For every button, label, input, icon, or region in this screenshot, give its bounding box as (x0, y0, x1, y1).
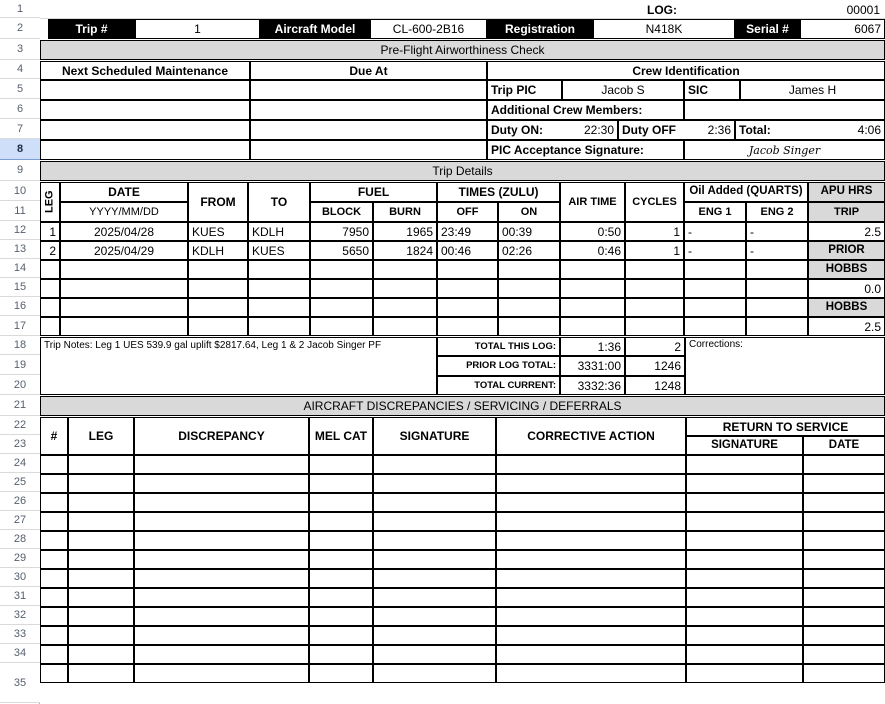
row-header-2[interactable]: 2 (0, 18, 40, 39)
leg-5-burn[interactable] (373, 298, 437, 317)
discrepancy-header-mel-cat: MEL CAT (309, 417, 373, 455)
apu-prior-hobbs-label-line2: HOBBS (808, 260, 885, 279)
row-header-16[interactable]: 16 (0, 297, 40, 316)
leg-2-cycles[interactable]: 1 (625, 241, 684, 260)
additional-crew-label: Additional Crew Members: (487, 100, 684, 120)
leg-5-leg[interactable] (40, 298, 60, 317)
row-header-25[interactable]: 25 (0, 473, 40, 492)
discrepancy-row-8-rts-date[interactable] (803, 588, 885, 607)
leg-3-eng2[interactable] (746, 260, 808, 279)
discrepancy-row-9-rts-date[interactable] (803, 607, 885, 626)
apu-prior-hobbs-label-line1: PRIOR (808, 241, 885, 260)
duty-on-cell[interactable] (487, 120, 618, 140)
discrepancy-row-7-discrepancy[interactable] (134, 569, 309, 588)
leg-4-air-time[interactable] (560, 279, 625, 298)
discrepancy-row-11-rts-signature[interactable] (686, 645, 803, 664)
discrepancy-row-11-mel-cat[interactable] (309, 645, 373, 664)
row-number-gutter[interactable] (0, 0, 40, 704)
trip-header-date-format: YYYY/MM/DD (60, 202, 188, 222)
trip-header-time-off: OFF (437, 202, 498, 222)
leg-5-from[interactable] (188, 298, 248, 317)
leg-6-date[interactable] (60, 317, 188, 336)
leg-1-date[interactable]: 2025/04/28 (60, 222, 188, 241)
discrepancy-row-6-discrepancy[interactable] (134, 550, 309, 569)
discrepancy-row-6-signature[interactable] (373, 550, 496, 569)
leg-6-cycles[interactable] (625, 317, 684, 336)
next-sched-maint-cell-4[interactable] (40, 140, 250, 160)
leg-2-eng2[interactable]: - (746, 241, 808, 260)
row-header-19[interactable]: 19 (0, 355, 40, 375)
row-header-9[interactable]: 9 (0, 160, 40, 181)
discrepancy-row-1-corrective-action[interactable] (496, 455, 686, 474)
discrepancy-row-11-signature[interactable] (373, 645, 496, 664)
discrepancy-row-11-rts-date[interactable] (803, 645, 885, 664)
leg-3-from[interactable] (188, 260, 248, 279)
serial-number-label: Serial # (735, 19, 800, 39)
sic-label: SIC (684, 80, 740, 100)
leg-5-eng2[interactable] (746, 298, 808, 317)
leg-6-from[interactable] (188, 317, 248, 336)
trip-number-label: Trip # (48, 19, 135, 39)
discrepancy-header-discrepancy: DISCREPANCY (134, 417, 309, 455)
leg-5-block[interactable] (310, 298, 373, 317)
totals-time-0[interactable]: 1:36 (560, 337, 625, 356)
leg-5-off[interactable] (437, 298, 498, 317)
leg-4-eng1[interactable] (684, 279, 746, 298)
discrepancy-row-5-mel-cat[interactable] (309, 531, 373, 550)
row-header-33[interactable]: 33 (0, 625, 40, 644)
due-at-header: Due At (250, 61, 487, 80)
discrepancy-row-11-discrepancy[interactable] (134, 645, 309, 664)
trip-pic-label: Trip PIC (487, 80, 562, 100)
discrepancy-row-2-signature[interactable] (373, 474, 496, 493)
discrepancy-row-12-leg[interactable] (68, 664, 134, 683)
discrepancy-row-7-rts-signature[interactable] (686, 569, 803, 588)
row-header-8[interactable]: 8 (0, 139, 40, 160)
leg-5-eng1[interactable] (684, 298, 746, 317)
discrepancy-header-rts-date: DATE (803, 436, 885, 455)
discrepancy-row-12-rts-signature[interactable] (686, 664, 803, 683)
row-header-15[interactable]: 15 (0, 278, 40, 297)
discrepancy-header-return-to-service: RETURN TO SERVICE (686, 417, 885, 436)
discrepancy-row-2-discrepancy[interactable] (134, 474, 309, 493)
discrepancy-row-4-mel-cat[interactable] (309, 512, 373, 531)
discrepancy-row-4-rts-signature[interactable] (686, 512, 803, 531)
trip-header-eng2: ENG 2 (746, 202, 808, 222)
row-header-13[interactable]: 13 (0, 240, 40, 259)
leg-6-off[interactable] (437, 317, 498, 336)
discrepancy-row-5-rts-date[interactable] (803, 531, 885, 550)
trip-pic-value[interactable]: Jacob S (562, 80, 684, 100)
discrepancy-row-11-leg[interactable] (68, 645, 134, 664)
totals-time-1[interactable]: 3331:00 (560, 356, 625, 376)
discrepancy-row-2-mel-cat[interactable] (309, 474, 373, 493)
discrepancy-row-7-corrective-action[interactable] (496, 569, 686, 588)
leg-4-to[interactable] (248, 279, 310, 298)
row-header-18[interactable]: 18 (0, 336, 40, 355)
leg-1-leg[interactable]: 1 (40, 222, 60, 241)
leg-3-eng1[interactable] (684, 260, 746, 279)
discrepancy-row-8-discrepancy[interactable] (134, 588, 309, 607)
discrepancy-row-4-rts-date[interactable] (803, 512, 885, 531)
leg-1-eng2[interactable]: - (746, 222, 808, 241)
discrepancy-row-9-mel-cat[interactable] (309, 607, 373, 626)
crew-identification-header: Crew Identification (487, 61, 885, 80)
totals-time-2[interactable]: 3332:36 (560, 376, 625, 395)
discrepancy-header-leg: LEG (68, 417, 134, 455)
duty-total-value: 4:06 (857, 123, 881, 137)
aircraft-model-value[interactable]: CL-600-2B16 (370, 19, 487, 39)
discrepancy-row-7-rts-date[interactable] (803, 569, 885, 588)
leg-2-to[interactable]: KUES (248, 241, 310, 260)
discrepancy-row-8-mel-cat[interactable] (309, 588, 373, 607)
duty-off-value: 2:36 (707, 123, 731, 137)
duty-total-label: Total: (739, 123, 771, 137)
leg-5-cycles[interactable] (625, 298, 684, 317)
trip-header-fuel: FUEL (310, 182, 437, 202)
row-header-32[interactable]: 32 (0, 606, 40, 625)
totals-cycles-2[interactable]: 1248 (625, 376, 685, 395)
leg-4-on[interactable] (498, 279, 560, 298)
row-header-24[interactable]: 24 (0, 454, 40, 473)
totals-label-0: TOTAL THIS LOG: (437, 337, 560, 356)
leg-6-block[interactable] (310, 317, 373, 336)
trip-header-fuel-burn: BURN (373, 202, 437, 222)
leg-2-off[interactable]: 00:46 (437, 241, 498, 260)
leg-3-to[interactable] (248, 260, 310, 279)
discrepancy-row-5-rts-signature[interactable] (686, 531, 803, 550)
discrepancy-row-1-mel-cat[interactable] (309, 455, 373, 474)
discrepancy-row-6-rts-signature[interactable] (686, 550, 803, 569)
duty-off-label: Duty OFF (622, 123, 676, 137)
leg-1-cycles[interactable]: 1 (625, 222, 684, 241)
row-header-14[interactable]: 14 (0, 259, 40, 278)
discrepancy-row-8-leg[interactable] (68, 588, 134, 607)
trip-header-apu-trip: TRIP (808, 202, 885, 222)
leg-4-leg[interactable] (40, 279, 60, 298)
trip-header-leg: LEG (40, 182, 60, 222)
leg-1-burn[interactable]: 1965 (373, 222, 437, 241)
leg-5-on[interactable] (498, 298, 560, 317)
discrepancy-header-num: # (40, 417, 68, 455)
totals-label-2: TOTAL CURRENT: (437, 376, 560, 395)
row-header-30[interactable]: 30 (0, 568, 40, 587)
discrepancy-row-1-rts-date[interactable] (803, 455, 885, 474)
leg-4-cycles[interactable] (625, 279, 684, 298)
apu-trip-value[interactable]: 2.5 (808, 222, 885, 241)
leg-3-date[interactable] (60, 260, 188, 279)
trip-header-from: FROM (188, 182, 248, 222)
totals-cycles-1[interactable]: 1246 (625, 356, 685, 376)
discrepancy-header-corrective-action: CORRECTIVE ACTION (496, 417, 686, 455)
leg-6-eng1[interactable] (684, 317, 746, 336)
discrepancy-row-9-corrective-action[interactable] (496, 607, 686, 626)
discrepancy-row-8-num[interactable] (40, 588, 68, 607)
discrepancy-row-7-signature[interactable] (373, 569, 496, 588)
leg-3-cycles[interactable] (625, 260, 684, 279)
discrepancy-row-9-discrepancy[interactable] (134, 607, 309, 626)
row-header-23[interactable]: 23 (0, 435, 40, 454)
leg-1-eng1[interactable]: - (684, 222, 746, 241)
trip-header-apu-hrs: APU HRS (808, 182, 885, 202)
discrepancy-row-2-num[interactable] (40, 474, 68, 493)
discrepancy-row-11-corrective-action[interactable] (496, 645, 686, 664)
discrepancy-row-3-signature[interactable] (373, 493, 496, 512)
discrepancy-row-12-corrective-action[interactable] (496, 664, 686, 683)
discrepancy-row-2-corrective-action[interactable] (496, 474, 686, 493)
discrepancy-row-4-num[interactable] (40, 512, 68, 531)
apu-hobbs-label: HOBBS (808, 298, 885, 317)
discrepancy-row-7-num[interactable] (40, 569, 68, 588)
leg-1-from[interactable]: KUES (188, 222, 248, 241)
row-header-27[interactable]: 27 (0, 511, 40, 530)
discrepancy-header-rts-signature: SIGNATURE (686, 436, 803, 455)
leg-3-air-time[interactable] (560, 260, 625, 279)
discrepancy-row-3-mel-cat[interactable] (309, 493, 373, 512)
discrepancy-row-3-discrepancy[interactable] (134, 493, 309, 512)
trip-notes[interactable]: Trip Notes: Leg 1 UES 539.9 gal uplift $2817.64, Leg 1 & 2 Jacob Singer PF (40, 337, 437, 395)
discrepancy-row-6-mel-cat[interactable] (309, 550, 373, 569)
leg-1-off[interactable]: 23:49 (437, 222, 498, 241)
discrepancy-row-5-discrepancy[interactable] (134, 531, 309, 550)
discrepancy-row-10-discrepancy[interactable] (134, 626, 309, 645)
discrepancy-row-9-leg[interactable] (68, 607, 134, 626)
discrepancy-row-4-leg[interactable] (68, 512, 134, 531)
discrepancy-row-12-rts-date[interactable] (803, 664, 885, 683)
discrepancy-row-1-num[interactable] (40, 455, 68, 474)
discrepancy-row-2-rts-signature[interactable] (686, 474, 803, 493)
row-header-22[interactable]: 22 (0, 416, 40, 435)
leg-1-to[interactable]: KDLH (248, 222, 310, 241)
leg-4-block[interactable] (310, 279, 373, 298)
trip-header-fuel-block: BLOCK (310, 202, 373, 222)
next-sched-maint-cell-3[interactable] (40, 120, 250, 140)
discrepancy-row-12-signature[interactable] (373, 664, 496, 683)
discrepancy-row-3-leg[interactable] (68, 493, 134, 512)
duty-on-value: 22:30 (583, 123, 614, 137)
trip-header-date: DATE (60, 182, 188, 202)
discrepancy-row-5-leg[interactable] (68, 531, 134, 550)
additional-crew-value[interactable] (684, 100, 885, 120)
leg-3-burn[interactable] (373, 260, 437, 279)
discrepancy-row-3-rts-signature[interactable] (686, 493, 803, 512)
registration-label: Registration (487, 19, 593, 39)
leg-2-on[interactable]: 02:26 (498, 241, 560, 260)
discrepancy-header-signature: SIGNATURE (373, 417, 496, 455)
leg-4-off[interactable] (437, 279, 498, 298)
leg-4-date[interactable] (60, 279, 188, 298)
discrepancy-row-9-signature[interactable] (373, 607, 496, 626)
leg-6-air-time[interactable] (560, 317, 625, 336)
due-at-cell-2[interactable] (250, 100, 487, 120)
trip-header-time-on: ON (498, 202, 560, 222)
apu-prior-hobbs-value[interactable]: 0.0 (808, 279, 885, 298)
leg-3-on[interactable] (498, 260, 560, 279)
due-at-cell-4[interactable] (250, 140, 487, 160)
discrepancy-row-3-corrective-action[interactable] (496, 493, 686, 512)
pic-acceptance-signature-label: PIC Acceptance Signature: (487, 140, 684, 160)
log-label: LOG: (647, 2, 677, 17)
row-header-26[interactable]: 26 (0, 492, 40, 511)
trip-header-air-time: AIR TIME (560, 182, 625, 222)
leg-5-air-time[interactable] (560, 298, 625, 317)
discrepancy-row-2-leg[interactable] (68, 474, 134, 493)
duty-off-cell[interactable] (618, 120, 735, 140)
discrepancy-row-5-num[interactable] (40, 531, 68, 550)
discrepancy-row-6-corrective-action[interactable] (496, 550, 686, 569)
discrepancy-row-5-signature[interactable] (373, 531, 496, 550)
discrepancy-row-7-leg[interactable] (68, 569, 134, 588)
row-header-6[interactable]: 6 (0, 99, 40, 119)
row-header-28[interactable]: 28 (0, 530, 40, 549)
discrepancy-row-12-discrepancy[interactable] (134, 664, 309, 683)
discrepancy-row-10-corrective-action[interactable] (496, 626, 686, 645)
row-header-34[interactable]: 34 (0, 644, 40, 663)
discrepancy-row-10-rts-date[interactable] (803, 626, 885, 645)
row-header-5[interactable]: 5 (0, 79, 40, 99)
leg-3-leg[interactable] (40, 260, 60, 279)
discrepancy-row-8-corrective-action[interactable] (496, 588, 686, 607)
discrepancy-row-6-num[interactable] (40, 550, 68, 569)
row-header-20[interactable]: 20 (0, 375, 40, 395)
row-header-7[interactable]: 7 (0, 119, 40, 139)
leg-6-burn[interactable] (373, 317, 437, 336)
discrepancy-row-1-signature[interactable] (373, 455, 496, 474)
discrepancy-row-1-rts-signature[interactable] (686, 455, 803, 474)
discrepancy-row-10-signature[interactable] (373, 626, 496, 645)
next-sched-maint-cell-2[interactable] (40, 100, 250, 120)
discrepancy-row-9-rts-signature[interactable] (686, 607, 803, 626)
leg-2-air-time[interactable]: 0:46 (560, 241, 625, 260)
leg-2-from[interactable]: KDLH (188, 241, 248, 260)
discrepancy-row-7-mel-cat[interactable] (309, 569, 373, 588)
duty-on-label: Duty ON: (491, 123, 543, 137)
row-header-17[interactable]: 17 (0, 316, 40, 336)
sic-value[interactable]: James H (740, 80, 885, 100)
row-header-3[interactable]: 3 (0, 39, 40, 60)
discrepancy-row-5-corrective-action[interactable] (496, 531, 686, 550)
discrepancy-row-12-mel-cat[interactable] (309, 664, 373, 683)
discrepancy-row-10-num[interactable] (40, 626, 68, 645)
discrepancy-row-8-signature[interactable] (373, 588, 496, 607)
leg-2-block[interactable]: 5650 (310, 241, 373, 260)
discrepancy-row-4-signature[interactable] (373, 512, 496, 531)
discrepancy-row-9-num[interactable] (40, 607, 68, 626)
discrepancy-row-1-leg[interactable] (68, 455, 134, 474)
row-header-4[interactable]: 4 (0, 60, 40, 79)
duty-total-cell[interactable] (735, 120, 885, 140)
leg-2-burn[interactable]: 1824 (373, 241, 437, 260)
leg-6-eng2[interactable] (746, 317, 808, 336)
leg-4-eng2[interactable] (746, 279, 808, 298)
discrepancy-row-4-discrepancy[interactable] (134, 512, 309, 531)
leg-6-on[interactable] (498, 317, 560, 336)
totals-cycles-0[interactable]: 2 (625, 337, 685, 356)
discrepancies-section-title: AIRCRAFT DISCREPANCIES / SERVICING / DEFERRALS (40, 396, 885, 416)
leg-2-leg[interactable]: 2 (40, 241, 60, 260)
corrections-label[interactable]: Corrections: (685, 337, 885, 395)
trip-header-oil-added: Oil Added (QUARTS) (684, 182, 808, 202)
serial-number-value[interactable]: 6067 (800, 19, 885, 39)
row-header-35[interactable]: 35 (0, 663, 40, 703)
trip-header-times-zulu: TIMES (ZULU) (437, 182, 560, 202)
leg-4-burn[interactable] (373, 279, 437, 298)
discrepancy-row-2-rts-date[interactable] (803, 474, 885, 493)
discrepancy-row-6-leg[interactable] (68, 550, 134, 569)
due-at-cell-1[interactable] (250, 80, 487, 100)
discrepancy-row-11-num[interactable] (40, 645, 68, 664)
leg-3-off[interactable] (437, 260, 498, 279)
row-header-29[interactable]: 29 (0, 549, 40, 568)
leg-6-leg[interactable] (40, 317, 60, 336)
leg-2-date[interactable]: 2025/04/29 (60, 241, 188, 260)
row-header-1[interactable]: 1 (0, 0, 40, 18)
discrepancy-row-12-num[interactable] (40, 664, 68, 683)
discrepancy-row-6-rts-date[interactable] (803, 550, 885, 569)
pic-acceptance-signature-value[interactable]: Jacob Singer (684, 140, 885, 160)
leg-5-date[interactable] (60, 298, 188, 317)
totals-label-1: PRIOR LOG TOTAL: (437, 356, 560, 376)
trip-header-to: TO (248, 182, 310, 222)
discrepancy-row-10-mel-cat[interactable] (309, 626, 373, 645)
row-header-12[interactable]: 12 (0, 221, 40, 240)
row-header-10[interactable]: 10 (0, 181, 40, 201)
discrepancy-row-3-num[interactable] (40, 493, 68, 512)
leg-1-block[interactable]: 7950 (310, 222, 373, 241)
trip-number-value[interactable]: 1 (135, 19, 260, 39)
leg-3-block[interactable] (310, 260, 373, 279)
next-sched-maint-cell-1[interactable] (40, 80, 250, 100)
leg-1-on[interactable]: 00:39 (498, 222, 560, 241)
due-at-cell-3[interactable] (250, 120, 487, 140)
registration-value[interactable]: N418K (593, 19, 735, 39)
log-value[interactable]: 00001 (846, 2, 880, 17)
trip-details-section-title: Trip Details (40, 161, 885, 181)
apu-hobbs-value[interactable]: 2.5 (808, 317, 885, 336)
aircraft-model-label: Aircraft Model (260, 19, 370, 39)
discrepancy-row-1-discrepancy[interactable] (134, 455, 309, 474)
discrepancy-row-10-rts-signature[interactable] (686, 626, 803, 645)
preflight-section-title: Pre-Flight Airworthiness Check (40, 40, 885, 60)
discrepancy-row-3-rts-date[interactable] (803, 493, 885, 512)
trip-header-eng1: ENG 1 (684, 202, 746, 222)
leg-2-eng1[interactable]: - (684, 241, 746, 260)
discrepancy-row-4-corrective-action[interactable] (496, 512, 686, 531)
leg-4-from[interactable] (188, 279, 248, 298)
row-header-31[interactable]: 31 (0, 587, 40, 606)
leg-6-to[interactable] (248, 317, 310, 336)
discrepancy-row-8-rts-signature[interactable] (686, 588, 803, 607)
row-header-11[interactable]: 11 (0, 201, 40, 221)
trip-header-cycles: CYCLES (625, 182, 684, 222)
row-header-21[interactable]: 21 (0, 395, 40, 416)
discrepancy-row-10-leg[interactable] (68, 626, 134, 645)
leg-5-to[interactable] (248, 298, 310, 317)
next-scheduled-maintenance-header: Next Scheduled Maintenance (40, 61, 250, 80)
leg-1-air-time[interactable]: 0:50 (560, 222, 625, 241)
